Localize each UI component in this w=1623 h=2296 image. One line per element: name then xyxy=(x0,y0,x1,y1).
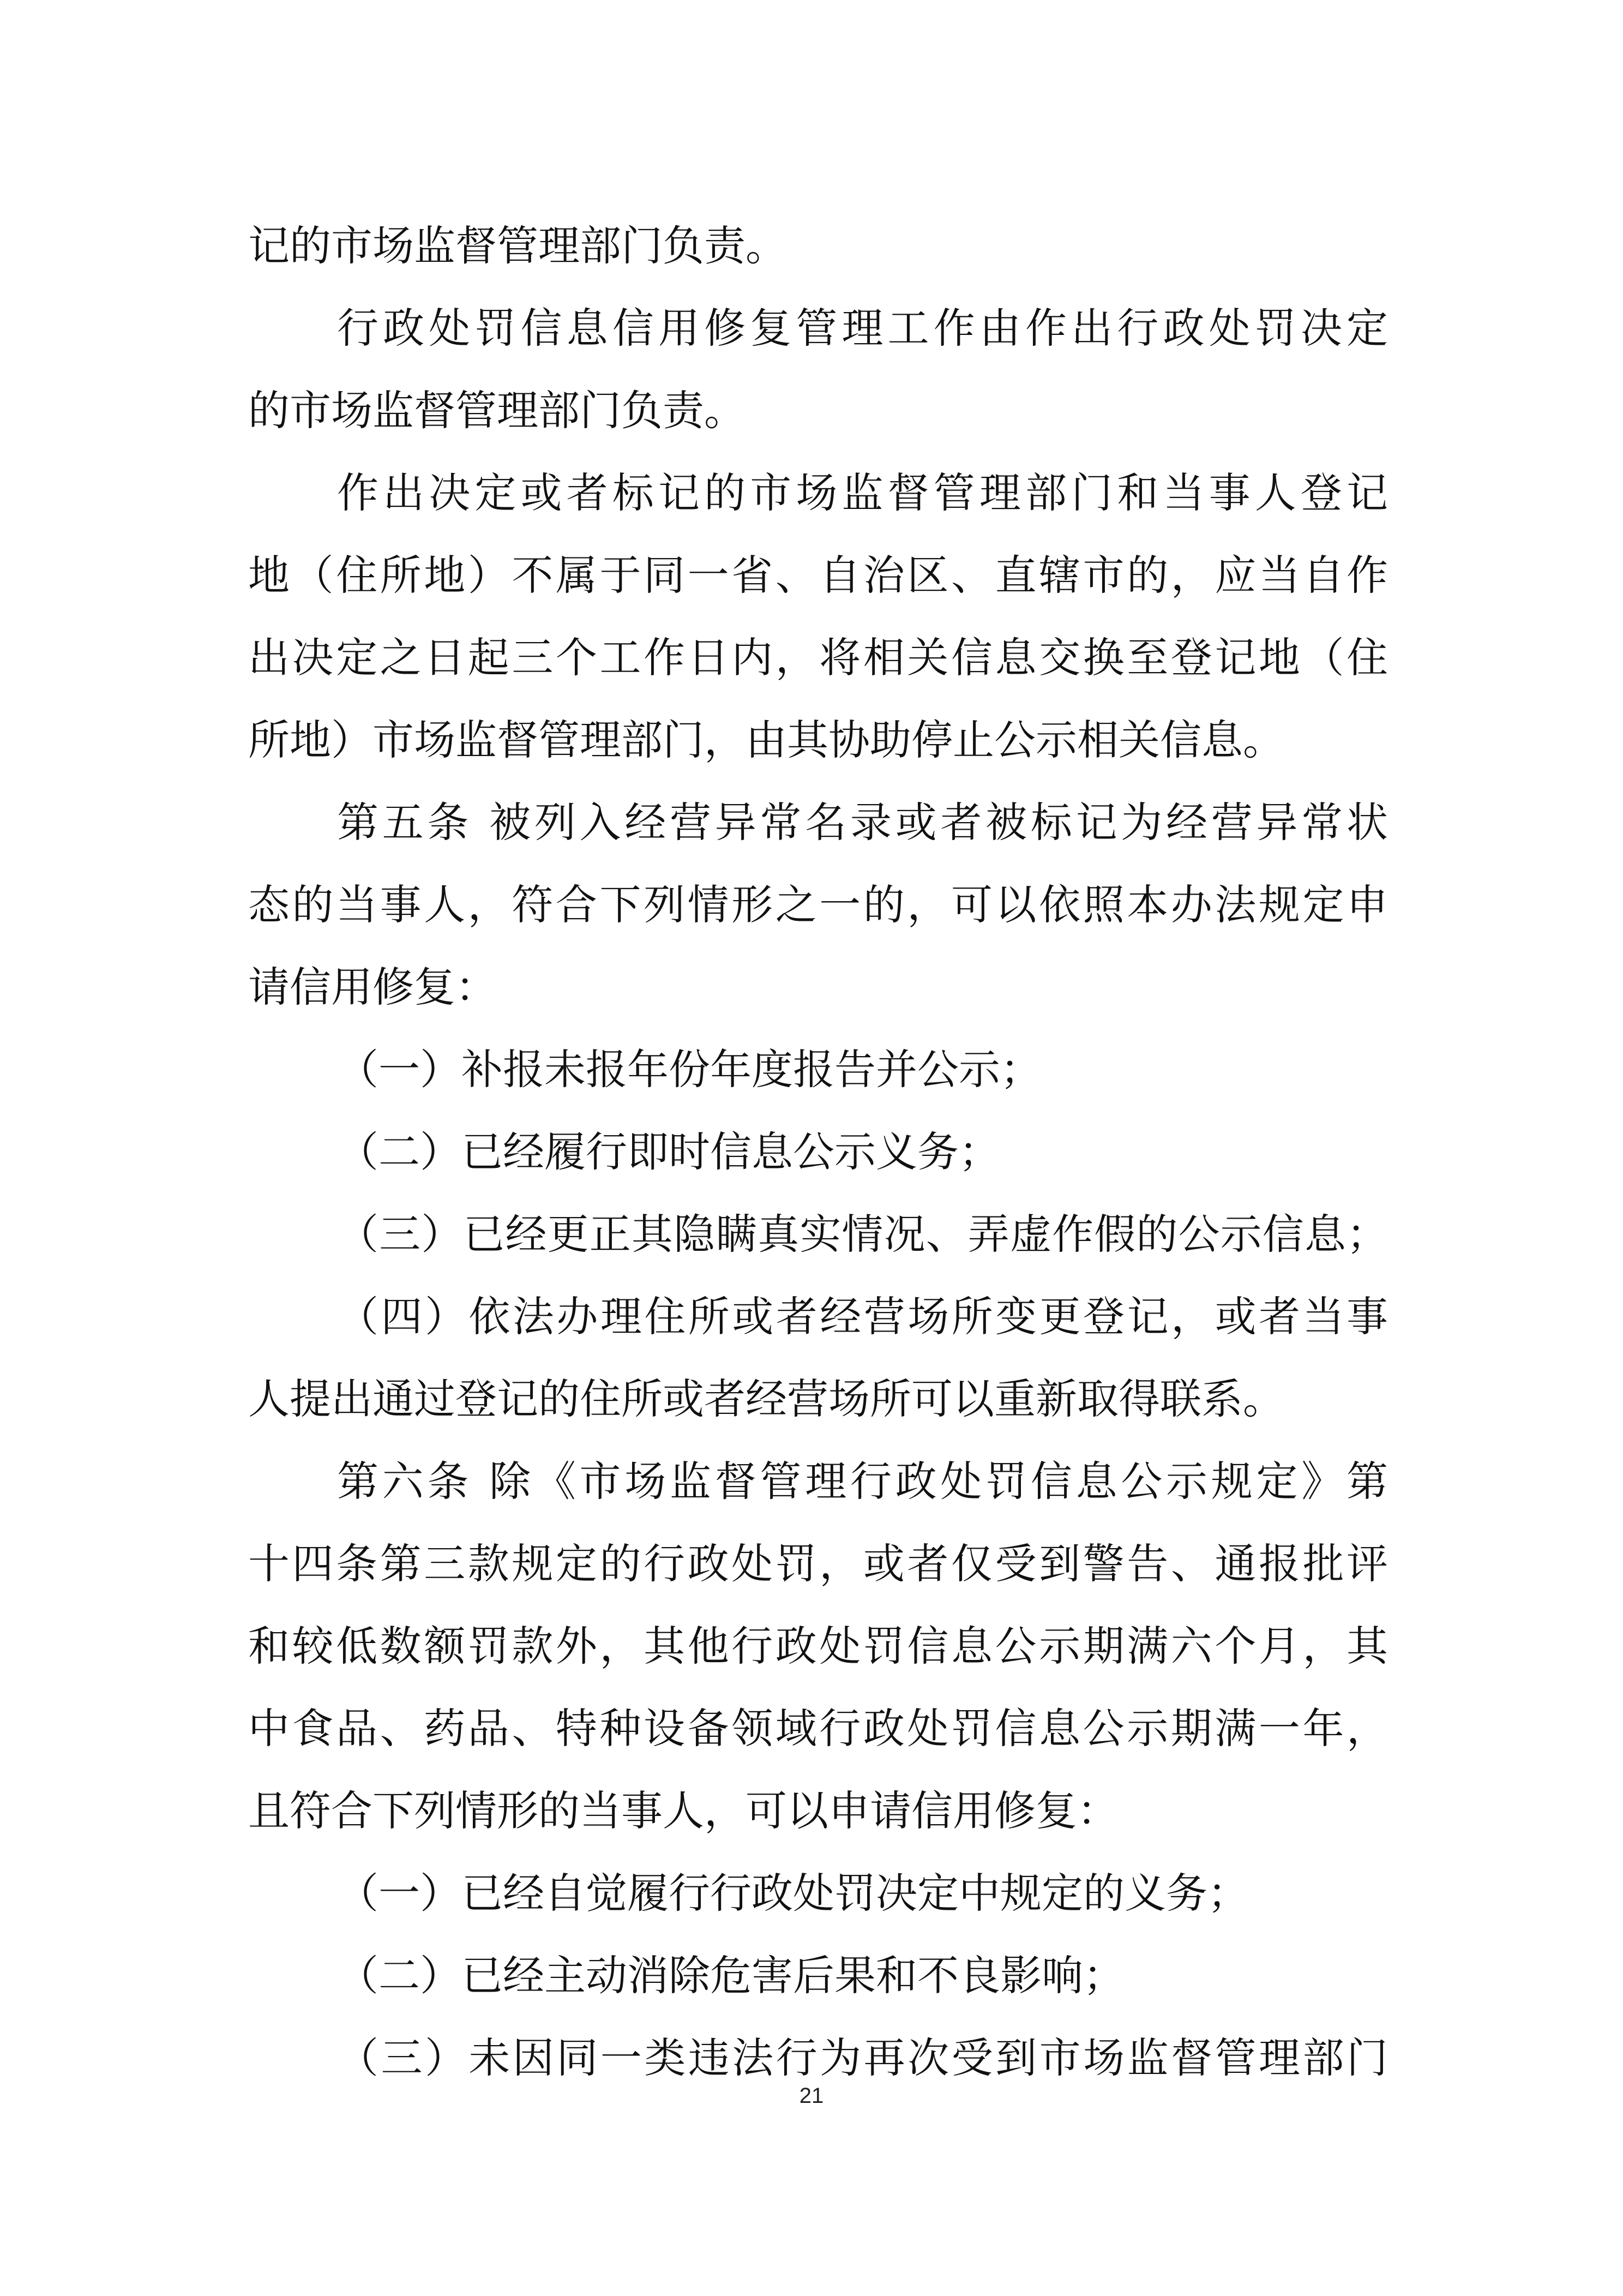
text-line: （一）补报未报年份年度报告并公示； xyxy=(337,1045,1042,1094)
text-line: 第六条 除《市场监督管理行政处罚信息公示规定》第 xyxy=(337,1457,1388,1506)
text-line: 态的当事人，符合下列情形之一的，可以依照本办法规定申 xyxy=(248,880,1388,929)
text-line: （二）已经主动消除危害后果和不良影响； xyxy=(337,1951,1125,2000)
text-line: 行政处罚信息信用修复管理工作由作出行政处罚决定 xyxy=(337,304,1388,352)
text-line: （二）已经履行即时信息公示义务； xyxy=(337,1128,1000,1176)
page-number: 21 xyxy=(799,2084,824,2108)
text-line: 第五条 被列入经营异常名录或者被标记为经营异常状 xyxy=(337,798,1388,847)
text-line: （四）依法办理住所或者经营场所变更登记，或者当事 xyxy=(337,1292,1388,1341)
text-line: （一）已经自觉履行行政处罚决定中规定的义务； xyxy=(337,1869,1249,1917)
text-line: 记的市场监督管理部门负责。 xyxy=(248,221,787,270)
text-line: 人提出通过登记的住所或者经营场所可以重新取得联系。 xyxy=(248,1375,1284,1423)
text-line: 请信用修复： xyxy=(248,963,497,1011)
text-line: （三）已经更正其隐瞒真实情况、弄虚作假的公示信息； xyxy=(337,1210,1388,1258)
text-line: 和较低数额罚款外，其他行政处罚信息公示期满六个月，其 xyxy=(248,1622,1388,1670)
text-line: 且符合下列情形的当事人，可以申请信用修复： xyxy=(248,1787,1119,1835)
body-text xyxy=(248,205,1388,2099)
text-line: 十四条第三款规定的行政处罚，或者仅受到警告、通报批评 xyxy=(248,1539,1388,1588)
text-line: （三）未因同一类违法行为再次受到市场监督管理部门 xyxy=(337,2034,1388,2082)
text-line: 出决定之日起三个工作日内，将相关信息交换至登记地（住 xyxy=(248,633,1388,682)
text-line: 地（住所地）不属于同一省、自治区、直辖市的，应当自作 xyxy=(248,551,1388,600)
text-line: 作出决定或者标记的市场监督管理部门和当事人登记 xyxy=(337,469,1388,517)
text-line: 的市场监督管理部门负责。 xyxy=(248,386,746,435)
text-line: 中食品、药品、特种设备领域行政处罚信息公示期满一年， xyxy=(248,1704,1388,1753)
text-line: 所地）市场监督管理部门，由其协助停止公示相关信息。 xyxy=(248,716,1284,764)
